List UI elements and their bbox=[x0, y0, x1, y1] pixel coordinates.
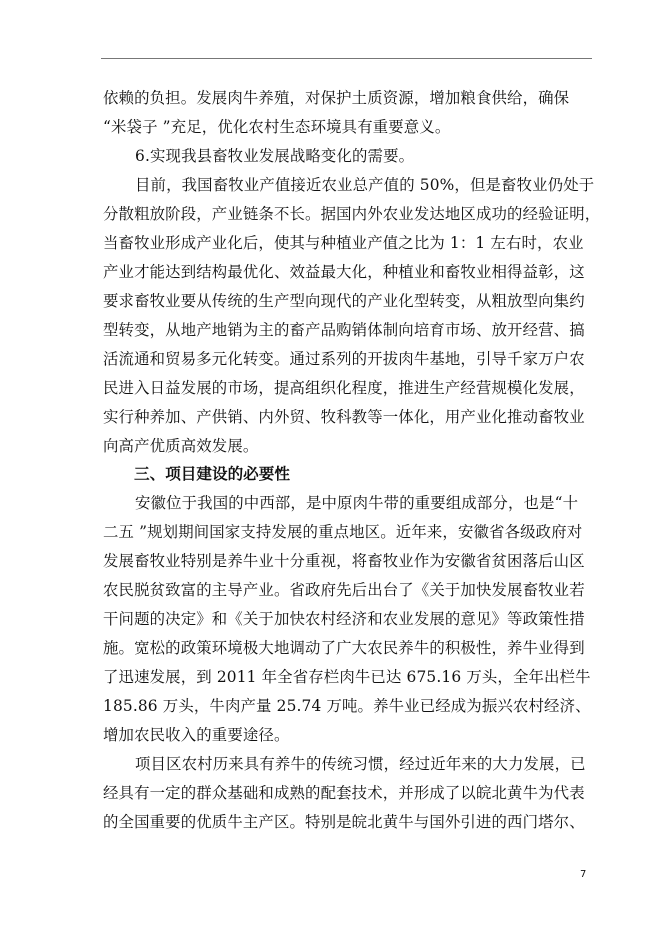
text-line: 依赖的负担。发展肉牛养殖，对保护土质资源，增加粮食供给，确保 bbox=[103, 89, 570, 107]
text-line: 二五 ”规划期间国家支持发展的重点地区。近年来，安徽省各级政府对 bbox=[103, 523, 583, 541]
section-6-title: 6.实现我县畜牧业发展战略变化的需要。 bbox=[135, 147, 415, 165]
text-line: 干问题的决定》和《关于加快农村经济和农业发展的意见》等政策性措 bbox=[103, 610, 585, 628]
text-line: 要求畜牧业要从传统的生产型向现代的产业化型转变，从粗放型向集约 bbox=[103, 292, 585, 310]
text-line: 了迅速发展，到 2011 年全省存栏肉牛已达 675.16 万头，全年出栏牛 bbox=[103, 668, 591, 686]
text-line: 当畜牧业形成产业化后，使其与种植业产值之比为 1：1 左右时，农业 bbox=[103, 234, 584, 252]
text-line: 向高产优质高效发展。 bbox=[103, 437, 259, 455]
text-line: 民进入日益发展的市场，提高组织化程度，推进生产经营规模化发展， bbox=[103, 379, 585, 397]
text-line: 增加农民收入的重要途径。 bbox=[103, 726, 290, 744]
text-line: “米袋子 ”充足，优化农村生态环境具有重要意义。 bbox=[103, 118, 451, 136]
text-line: 分散粗放阶段，产业链条不长。据国内外农业发达地区成功的经验证明， bbox=[103, 205, 601, 223]
header-rule bbox=[101, 58, 592, 59]
text-line: 的全国重要的优质牛主产区。特别是皖北黄牛与国外引进的西门塔尔、 bbox=[103, 813, 585, 831]
text-line: 产业才能达到结构最优化、效益最大化，种植业和畜牧业相得益彰，这 bbox=[103, 263, 585, 281]
section-heading: 三、项目建设的必要性 bbox=[134, 465, 290, 483]
text-line: 安徽位于我国的中西部，是中原肉牛带的重要组成部分，也是“十 bbox=[135, 494, 579, 512]
text-line: 活流通和贸易多元化转变。通过系列的开拔肉牛基地，引导千家万户农 bbox=[103, 350, 585, 368]
text-line: 发展畜牧业特别是养牛业十分重视，将畜牧业作为安徽省贫困落后山区 bbox=[103, 552, 585, 570]
text-line: 经具有一定的群众基础和成熟的配套技术，并形成了以皖北黄牛为代表 bbox=[103, 784, 585, 802]
text-line: 185.86 万头，牛肉产量 25.74 万吨。养牛业已经成为振兴农村经济、 bbox=[103, 697, 591, 715]
text-line: 型转变，从地产地销为主的畜产品购销体制向培育市场、放开经营、搞 bbox=[103, 321, 585, 339]
text-line: 施。宽松的政策环境极大地调动了广大农民养牛的积极性，养牛业得到 bbox=[103, 639, 585, 657]
text-line: 目前，我国畜牧业产值接近农业总产值的 50%，但是畜牧业仍处于 bbox=[135, 176, 595, 194]
text-line: 项目区农村历来具有养牛的传统习惯，经过近年来的大力发展，已 bbox=[135, 755, 586, 773]
text-line: 农民脱贫致富的主导产业。省政府先后出台了《关于加快发展畜牧业若 bbox=[103, 581, 585, 599]
page-number: 7 bbox=[580, 869, 587, 880]
text-line: 实行种养加、产供销、内外贸、牧科教等一体化，用产业化推动畜牧业 bbox=[103, 408, 585, 426]
